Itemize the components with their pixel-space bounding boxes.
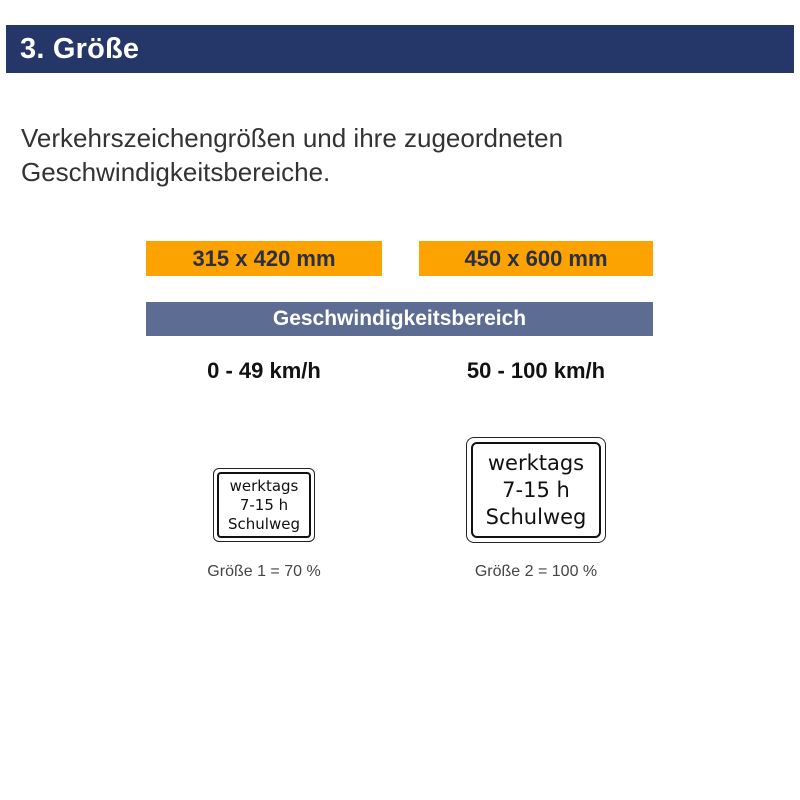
sign-size-1-line-3: Schulweg	[228, 514, 300, 533]
sign-size-2-line-2: 7-15 h	[502, 477, 570, 502]
sign-size-2-line-3: Schulweg	[485, 504, 587, 529]
sign-size-2-line-1: werktags	[487, 450, 585, 475]
size-caption-2: Größe 2 = 100 %	[474, 563, 598, 580]
sign-size-1-line-1: werktags	[229, 476, 299, 495]
intro-line-1: Verkehrszeichengrößen und ihre zugeordneten	[21, 123, 564, 153]
section-title: 3. Größe	[20, 32, 140, 65]
intro-text	[21, 121, 741, 189]
intro-line-2: Geschwindigkeitsbereiche.	[21, 157, 331, 187]
speed-range-1: 0 - 49 km/h	[207, 358, 321, 383]
size-badge-2: 450 x 600 mm	[419, 241, 653, 276]
section-header	[6, 25, 794, 73]
speed-range-2: 50 - 100 km/h	[466, 358, 606, 383]
size-caption-1: Größe 1 = 70 %	[207, 563, 321, 580]
sign-size-2-border	[471, 442, 601, 538]
sign-size-1-border	[217, 472, 311, 538]
speed-range-header: Geschwindigkeitsbereich	[146, 302, 653, 336]
sign-size-1-line-2: 7-15 h	[239, 495, 289, 514]
size-badge-1: 315 x 420 mm	[146, 241, 382, 276]
sign-size-1	[213, 468, 315, 542]
sign-size-2	[466, 437, 606, 543]
